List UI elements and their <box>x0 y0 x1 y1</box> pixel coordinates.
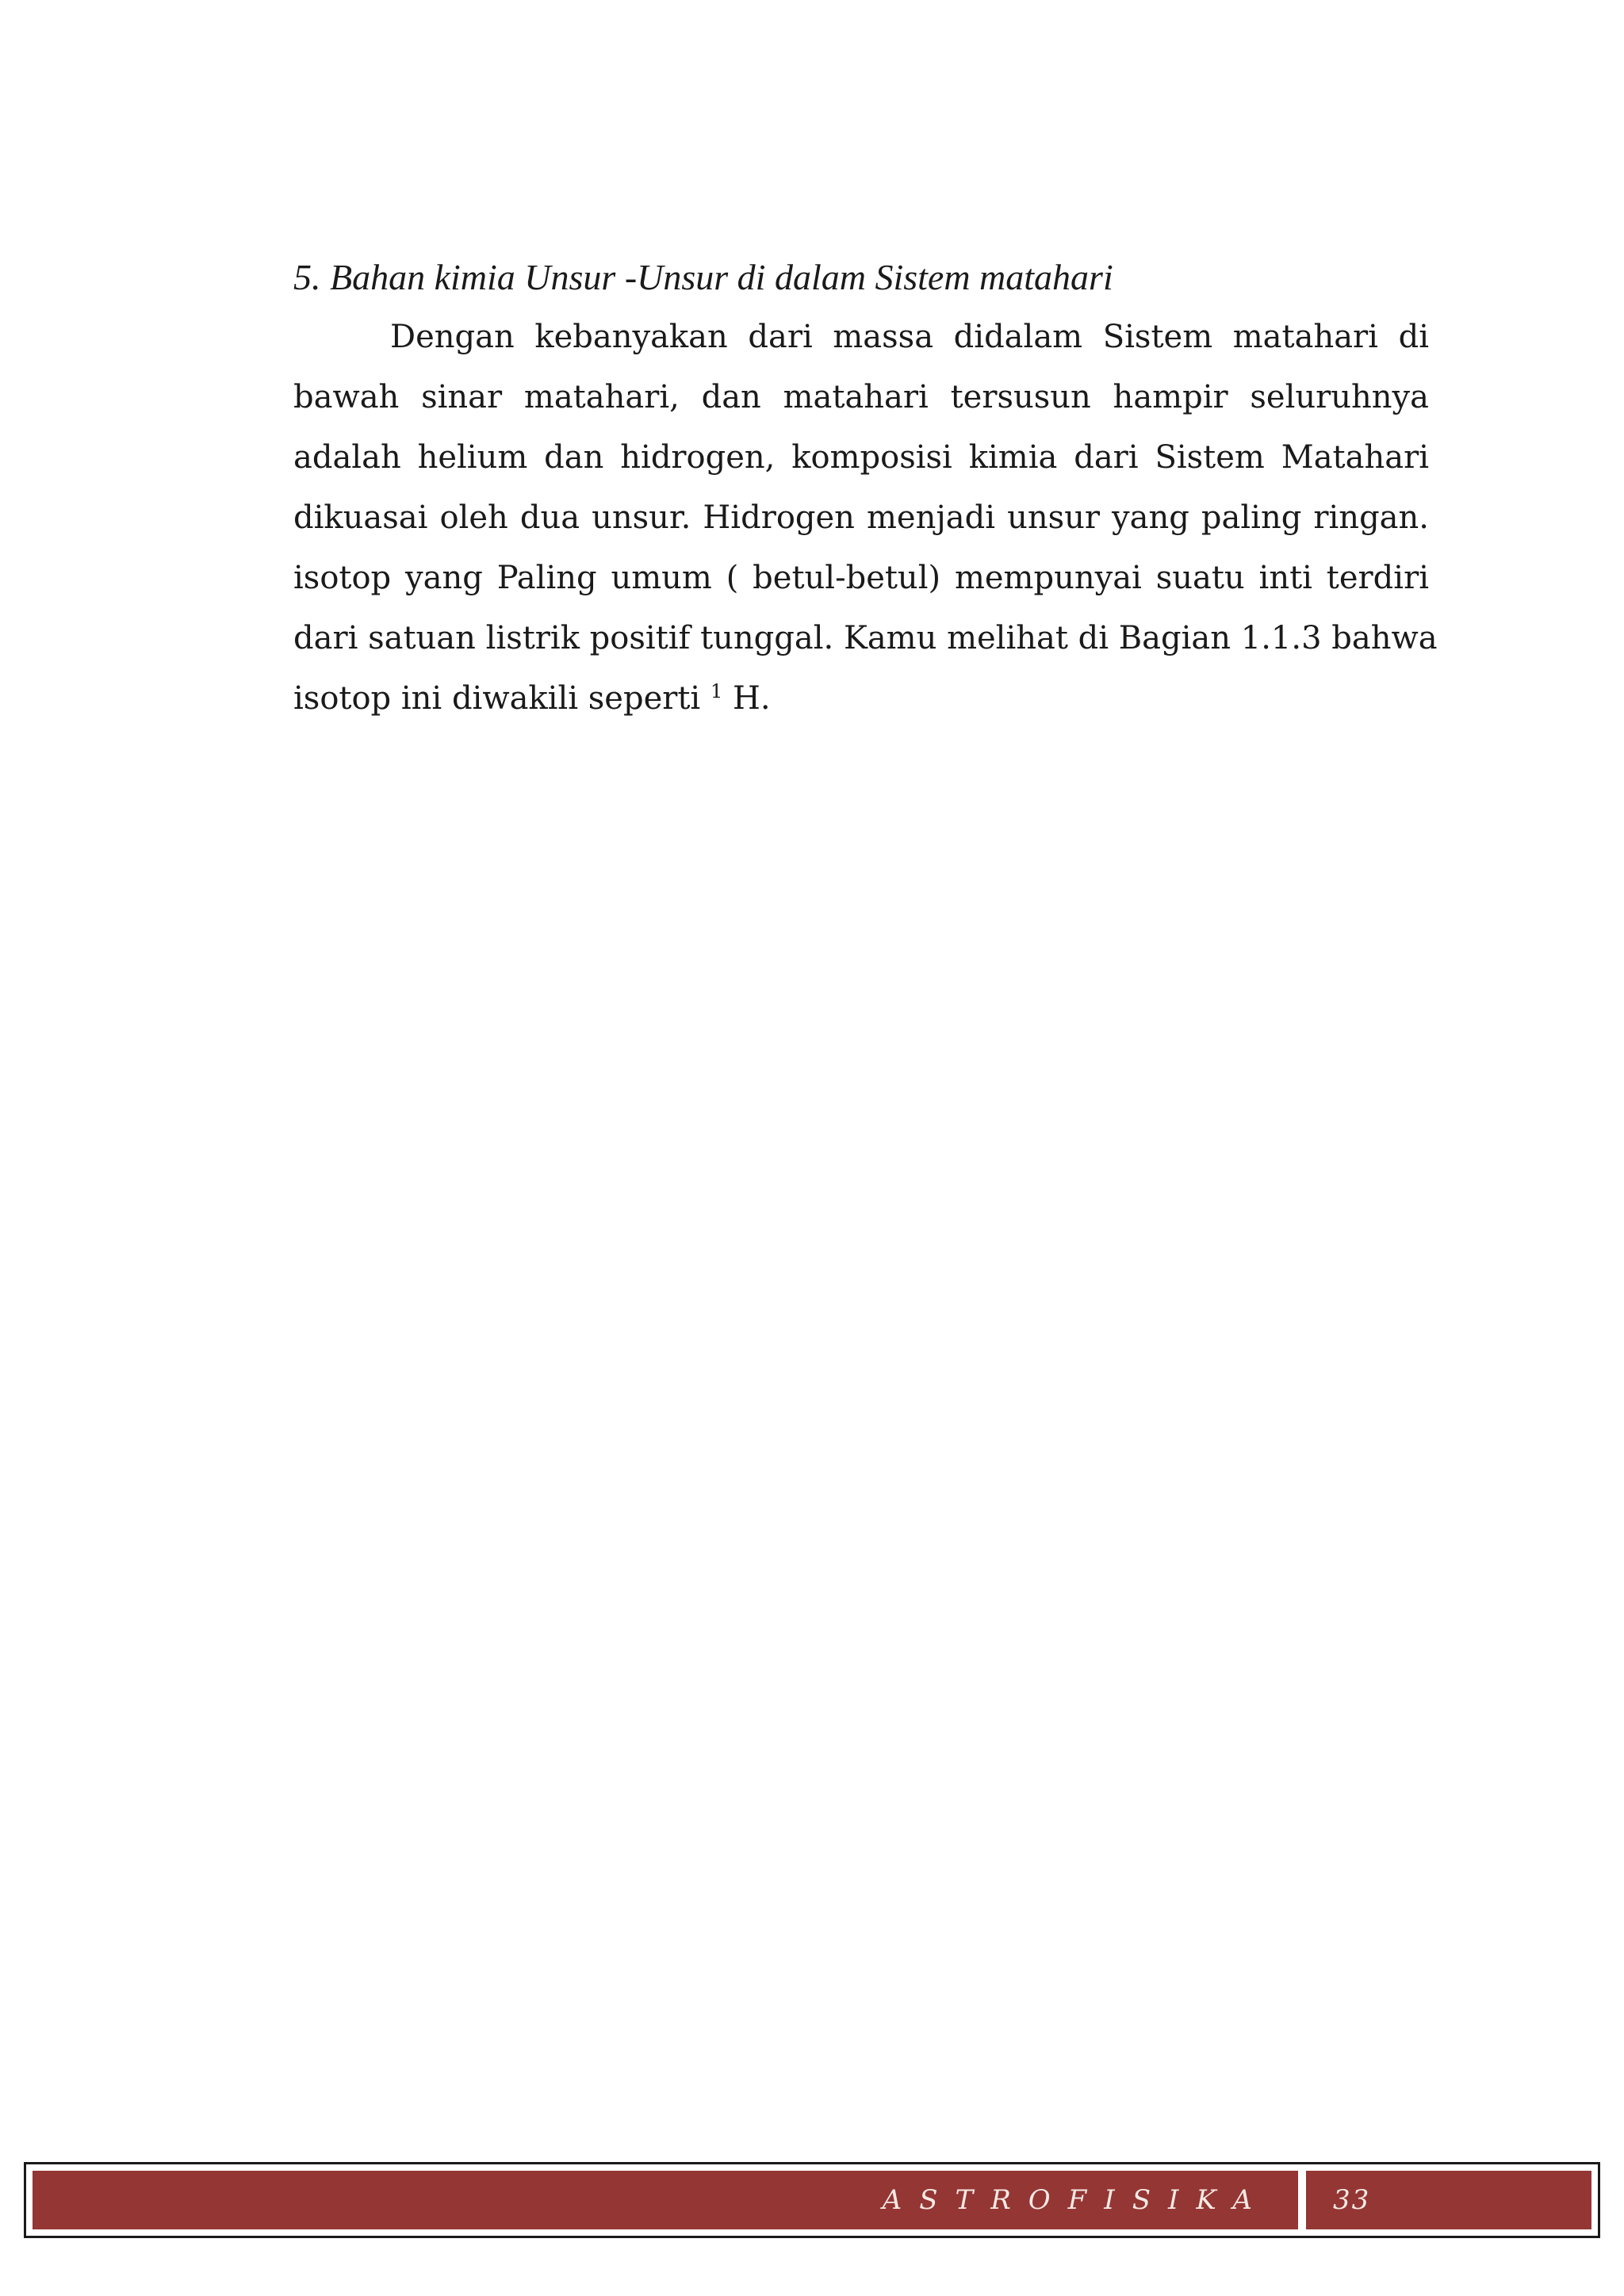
footer-bands <box>33 2171 1591 2229</box>
paragraph-line: isotop yang Paling umum ( betul-betul) mempunyai suatu inti terdiri <box>293 560 1429 596</box>
footer-page-band <box>1306 2171 1591 2229</box>
section-paragraph <box>293 307 1438 729</box>
last-line-symbol: H. <box>722 680 771 717</box>
paragraph-line: Dengan kebanyakan dari massa didalam Sistem matahari di <box>390 319 1429 355</box>
paragraph-line: dari satuan listrik positif tunggal. Kamu melihat di Bagian 1.1.3 bahwa <box>293 620 1438 656</box>
section-heading: 5. Bahan kimia Unsur -Unsur di dalam Sistem matahari <box>293 257 1113 297</box>
page-footer <box>24 2162 1600 2238</box>
paragraph-line: adalah helium dan hidrogen, komposisi kimia dari Sistem Matahari <box>293 439 1429 476</box>
paragraph-line-last <box>293 668 1429 729</box>
paragraph-line: dikuasai oleh dua unsur. Hidrogen menjadi unsur yang paling ringan. <box>293 499 1429 536</box>
isotope-superscript: 1 <box>710 680 723 702</box>
footer-title: ASTROFISIKA <box>882 2184 1270 2216</box>
page-number: 33 <box>1333 2184 1371 2216</box>
page-content <box>293 250 1438 729</box>
last-line-text: isotop ini diwakili seperti <box>293 680 701 717</box>
paragraph-line: bawah sinar matahari, dan matahari tersusun hampir seluruhnya <box>293 379 1429 415</box>
footer-title-band <box>33 2171 1298 2229</box>
